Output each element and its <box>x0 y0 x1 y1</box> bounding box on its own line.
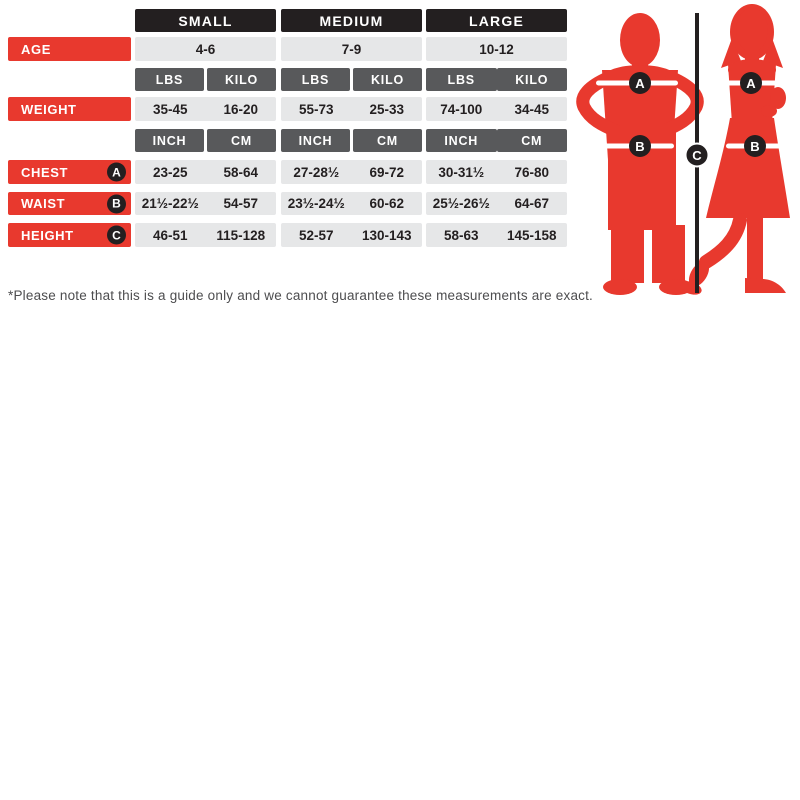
weight-kilo-value: 16-20 <box>223 101 259 117</box>
boy-waist-marker-letter: B <box>635 138 645 154</box>
height-inch-value: 58-63 <box>443 227 479 243</box>
chest-label-text: CHEST <box>21 164 69 180</box>
inch-header <box>135 129 204 152</box>
weight-units-small <box>135 68 276 91</box>
inch-header <box>426 129 497 152</box>
age-value-large <box>426 37 567 61</box>
kilo-header <box>497 68 568 91</box>
row-label-height <box>8 223 131 247</box>
kilo-text: KILO <box>370 72 405 87</box>
cm-text: CM <box>230 133 253 148</box>
lbs-header <box>426 68 497 91</box>
weight-units-medium <box>281 68 422 91</box>
waist-inch-value: 25½-26½ <box>432 196 490 211</box>
size-column-small <box>135 0 276 310</box>
length-units-small <box>135 129 276 152</box>
size-header-text: LARGE <box>469 12 524 29</box>
height-marker-letter: C <box>692 147 702 163</box>
inch-text: INCH <box>444 133 479 148</box>
cm-header <box>497 129 568 152</box>
chest-value-small <box>135 160 276 184</box>
cm-header <box>207 129 276 152</box>
girl-chest-marker-letter: A <box>746 75 756 91</box>
row-label-chest <box>8 160 131 184</box>
waist-cm-value: 64-67 <box>514 196 550 211</box>
age-value-small <box>135 37 276 61</box>
lbs-text: LBS <box>447 72 475 87</box>
cm-header <box>353 129 422 152</box>
chest-cm-value: 76-80 <box>514 164 550 180</box>
height-cm-value: 115-128 <box>216 227 266 243</box>
waist-value-medium <box>281 192 422 215</box>
size-figures-illustration <box>565 0 800 310</box>
row-label-age <box>8 37 131 61</box>
size-header-small <box>135 9 276 32</box>
waist-inch-value: 23½-24½ <box>287 196 345 211</box>
age-value-text: 10-12 <box>479 41 514 57</box>
age-value-text: 7-9 <box>341 41 362 57</box>
height-cm-value: 130-143 <box>361 227 412 243</box>
height-cm-value: 145-158 <box>506 227 557 243</box>
height-value-large <box>426 223 567 247</box>
weight-kilo-value: 34-45 <box>514 101 550 117</box>
marker-c-badge: C <box>107 226 126 245</box>
row-label-waist <box>8 192 131 215</box>
cm-text: CM <box>521 133 543 148</box>
lbs-text: LBS <box>155 72 184 87</box>
lbs-text: LBS <box>301 72 330 87</box>
weight-lbs-value: 74-100 <box>440 101 483 117</box>
kilo-text: KILO <box>515 72 549 87</box>
boy-chest-marker-letter: A <box>635 75 645 91</box>
disclaimer-footnote: *Please note that this is a guide only and we cannot guarantee these measurements are exact. <box>8 288 594 303</box>
waist-cm-value: 54-57 <box>223 196 259 211</box>
chest-cm-value: 69-72 <box>369 164 405 180</box>
height-inch-value: 52-57 <box>298 227 334 243</box>
size-header-text: SMALL <box>178 12 233 29</box>
waist-label-text: WAIST <box>21 196 66 211</box>
age-value-medium <box>281 37 422 61</box>
weight-lbs-value: 35-45 <box>152 101 188 117</box>
length-units-large <box>426 129 567 152</box>
size-header-large <box>426 9 567 32</box>
inch-header <box>281 129 350 152</box>
height-inch-value: 46-51 <box>152 227 188 243</box>
kilo-text: KILO <box>224 72 259 87</box>
height-value-small <box>135 223 276 247</box>
size-header-medium <box>281 9 422 32</box>
waist-value-small <box>135 192 276 215</box>
chest-cm-value: 58-64 <box>223 164 259 180</box>
weight-units-large <box>426 68 567 91</box>
kilo-header <box>353 68 422 91</box>
cm-text: CM <box>376 133 399 148</box>
girl-waist-marker-letter: B <box>750 138 760 154</box>
weight-label-text: WEIGHT <box>21 101 77 117</box>
size-header-text: MEDIUM <box>319 12 384 29</box>
row-label-weight <box>8 97 131 121</box>
marker-a-badge: A <box>107 163 126 182</box>
length-units-medium <box>281 129 422 152</box>
size-column-medium <box>281 0 422 310</box>
lbs-header <box>135 68 204 91</box>
inch-text: INCH <box>152 133 187 148</box>
weight-value-medium <box>281 97 422 121</box>
age-label-text: AGE <box>21 41 51 57</box>
chest-inch-value: 23-25 <box>152 164 188 180</box>
height-label-text: HEIGHT <box>21 227 74 243</box>
age-value-text: 4-6 <box>195 41 216 57</box>
waist-value-large <box>426 192 567 215</box>
weight-value-small <box>135 97 276 121</box>
size-column-large <box>426 0 567 310</box>
kilo-header <box>207 68 276 91</box>
marker-b-badge: B <box>107 194 126 213</box>
weight-lbs-value: 55-73 <box>298 101 334 117</box>
height-measure-marker <box>686 144 709 167</box>
chest-inch-value: 30-31½ <box>438 164 485 180</box>
weight-value-large <box>426 97 567 121</box>
chest-value-medium <box>281 160 422 184</box>
height-value-medium <box>281 223 422 247</box>
weight-kilo-value: 25-33 <box>369 101 405 117</box>
inch-text: INCH <box>298 133 333 148</box>
lbs-header <box>281 68 350 91</box>
chest-inch-value: 27-28½ <box>293 164 340 180</box>
waist-inch-value: 21½-22½ <box>141 196 199 211</box>
chest-value-large <box>426 160 567 184</box>
waist-cm-value: 60-62 <box>369 196 405 211</box>
